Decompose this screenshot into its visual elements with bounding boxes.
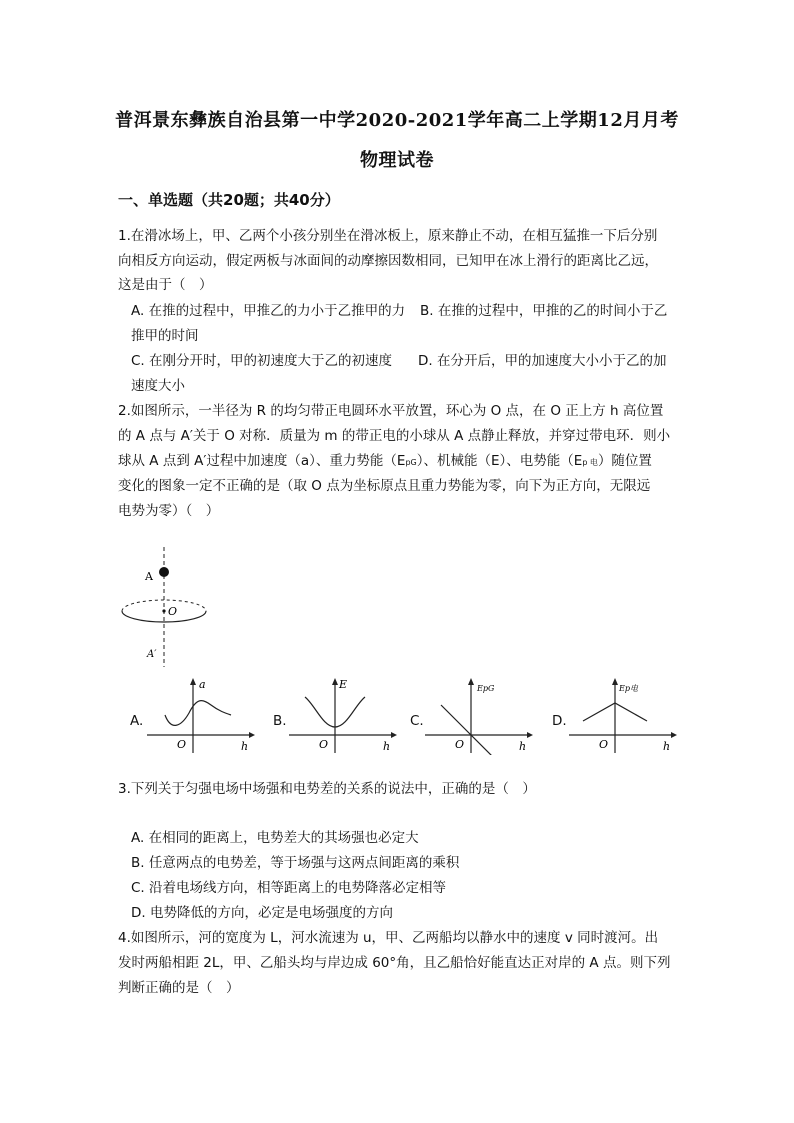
graph-c-y-label: EpG	[477, 684, 495, 693]
q2-stem-line5: 电势为零）（ ）	[118, 503, 220, 519]
graph-b-o-label: O	[319, 738, 329, 751]
graph-c-option: C.	[410, 713, 424, 729]
q1-option-b-cont: 推甲的时间	[131, 328, 199, 344]
graph-b-x-label: h	[383, 740, 391, 753]
graph-a-option: A.	[130, 713, 144, 729]
q1-option-b: B. 在推的过程中，甲推的乙的时间小于乙	[420, 303, 668, 319]
q2-stem-line4: 变化的图象一定不正确的是（取 O 点为坐标原点且重力势能为零，向下为正方向，无限远	[118, 478, 651, 494]
graph-a-y-label: a	[199, 678, 206, 691]
graph-a-o-label: O	[177, 738, 187, 751]
q3-option-d: D. 电势降低的方向，必定是电场强度的方向	[131, 905, 393, 921]
ball-a	[159, 567, 169, 577]
q4-stem-line1: 4.如图所示，河的宽度为 L，河水流速为 u，甲、乙两船均以静水中的速度 v 同时渡河。出	[118, 930, 659, 946]
q1-option-d-cont: 速度大小	[131, 378, 185, 394]
q2-stem-line1: 2.如图所示，一半径为 R 的均匀带正电圆环水平放置，环心为 O 点，在 O 正上方 h 高位置	[118, 403, 664, 419]
graph-d	[567, 675, 677, 755]
q4-stem-line3: 判断正确的是（ ）	[118, 980, 240, 996]
q3-option-a: A. 在相同的距离上，电势差大的其场强也必定大	[131, 830, 419, 846]
graph-b	[287, 675, 397, 755]
graph-d-o-label: O	[599, 738, 609, 751]
graph-d-y-label: Ep电	[619, 684, 638, 693]
q1-option-d: D. 在分开后，甲的加速度大小小于乙的加	[418, 353, 667, 369]
label-o: O	[168, 605, 178, 618]
q1-option-a: A. 在推的过程中，甲推乙的力小于乙推甲的力	[131, 303, 406, 319]
graph-d-option: D.	[552, 713, 567, 729]
graph-c-x-label: h	[519, 740, 527, 753]
q3-option-b: B. 任意两点的电势差，等于场强与这两点间距离的乘积	[131, 855, 460, 871]
q1-option-c: C. 在刚分开时，甲的初速度大于乙的初速度	[131, 353, 393, 369]
label-a: A	[145, 570, 153, 583]
q1-stem-line1: 1.在滑冰场上，甲、乙两个小孩分别坐在滑冰板上，原来静止不动，在相互猛推一下后分别	[118, 228, 658, 244]
graph-d-x-label: h	[663, 740, 671, 753]
ring-figure	[110, 545, 220, 670]
exam-subject: 物理试卷	[360, 150, 434, 171]
graph-b-y-label: E	[339, 678, 348, 691]
graph-c-o-label: O	[455, 738, 465, 751]
q1-stem-line3: 这是由于（ ）	[118, 277, 213, 293]
graph-a-x-label: h	[241, 740, 249, 753]
q3-stem: 3.下列关于匀强电场中场强和电势差的关系的说法中，正确的是（ ）	[118, 781, 536, 797]
q4-stem-line2: 发时两船相距 2L，甲、乙船头均与岸边成 60°角，且乙船恰好能直达正对岸的 A 点。则下列	[118, 955, 671, 971]
section-heading: 一、单选题（共20题；共40分）	[118, 191, 340, 209]
label-a-prime: A′	[147, 649, 157, 660]
graph-a	[145, 675, 255, 755]
exam-title: 普洱景东彝族自治县第一中学2020-2021学年高二上学期12月月考	[115, 110, 679, 131]
q2-stem-line3: 球从 A 点到 A′过程中加速度（a）、重力势能（EpG）、机械能（E）、电势能（Ep 电）随位置	[118, 453, 652, 469]
q1-stem-line2: 向相反方向运动，假定两板与冰面间的动摩擦因数相同，已知甲在冰上滑行的距离比乙远，	[118, 253, 658, 269]
graph-b-option: B.	[273, 713, 287, 729]
q2-stem-line2: 的 A 点与 A′关于 O 对称．质量为 m 的带正电的小球从 A 点静止释放，并穿过带电环．则小	[118, 428, 671, 444]
q3-option-c: C. 沿着电场线方向，相等距离上的电势降落必定相等	[131, 880, 447, 896]
graph-c	[423, 675, 533, 755]
